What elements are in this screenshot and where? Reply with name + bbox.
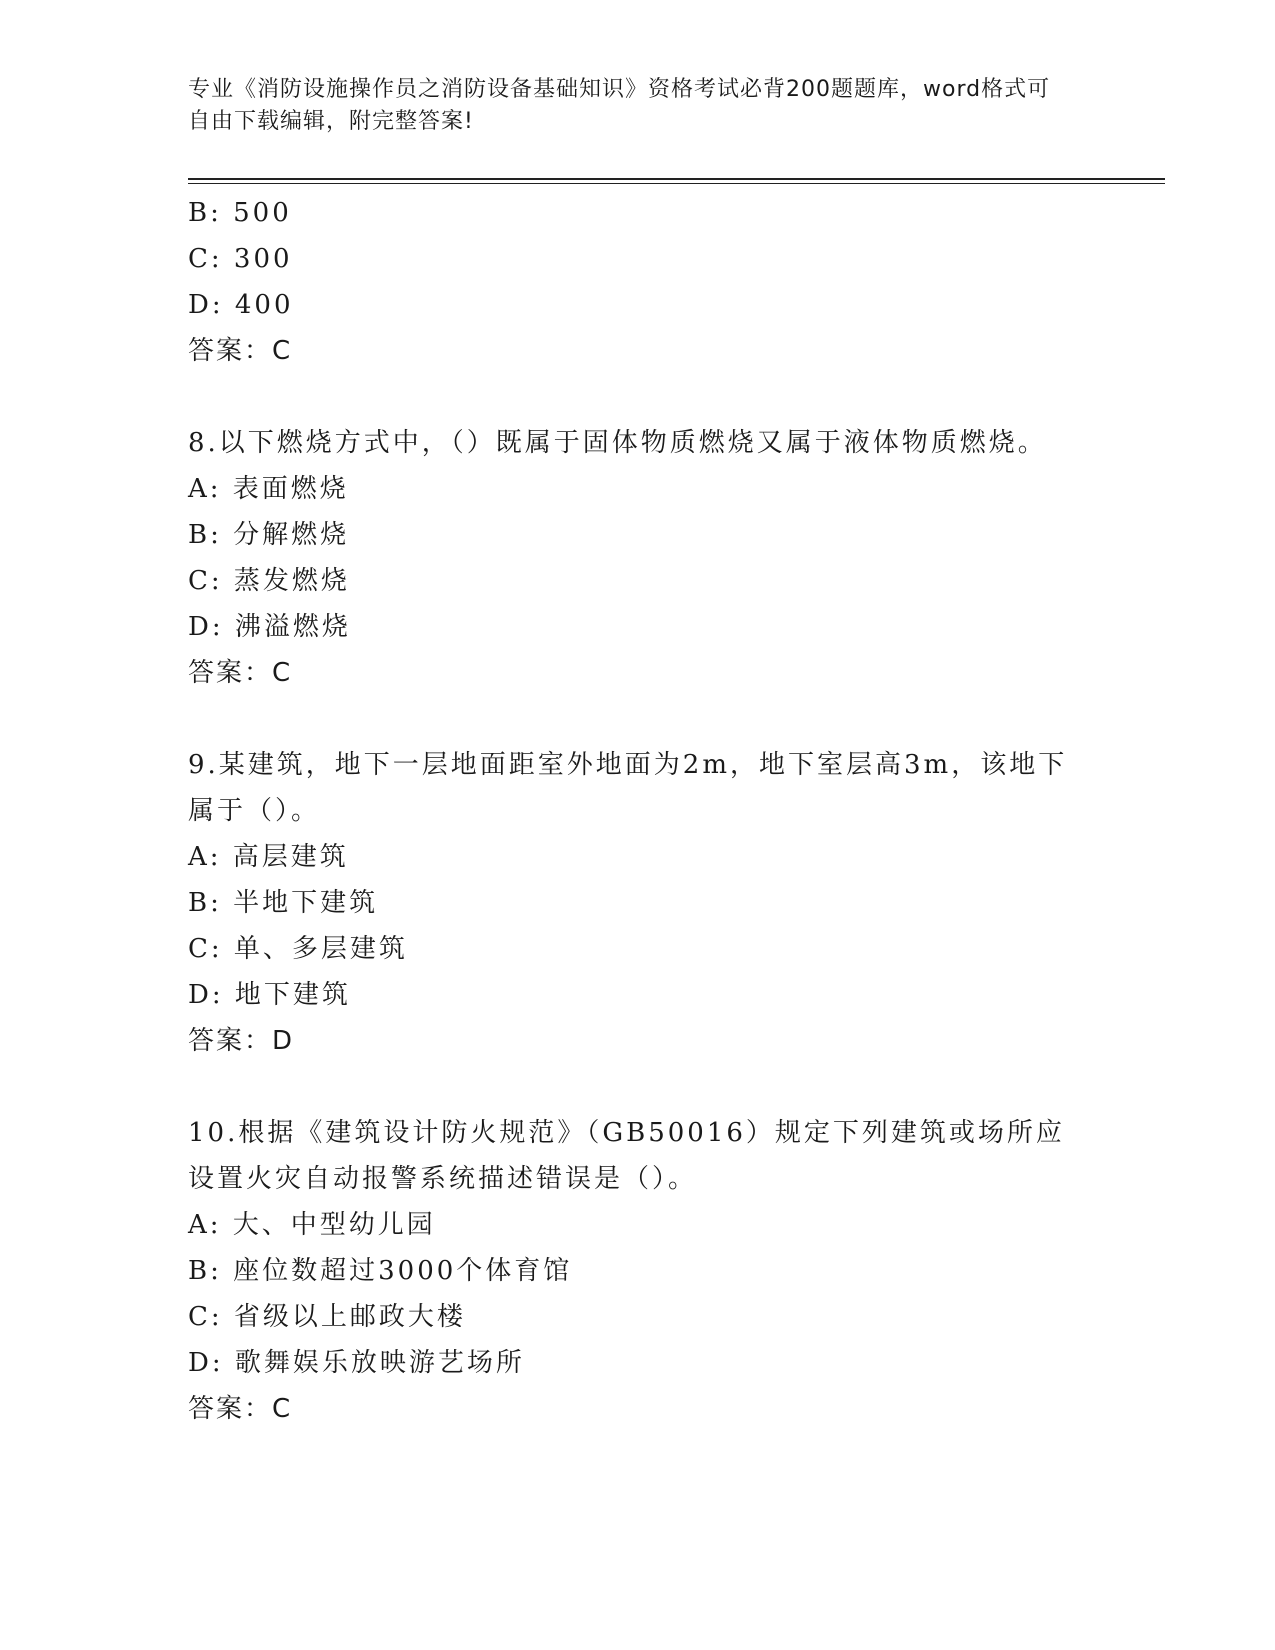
question-text: 8.以下燃烧方式中，（）既属于固体物质燃烧又属于液体物质燃烧。 (188, 428, 1047, 458)
option-d: D: 400 (188, 290, 294, 320)
question-10 (188, 1110, 1088, 1432)
option-b: B: 分解燃烧 (188, 520, 350, 550)
header-divider-thick (188, 178, 1165, 180)
option-c: C: 蒸发燃烧 (188, 566, 350, 596)
header-divider-thin (188, 183, 1165, 184)
option-d: D: 歌舞娱乐放映游艺场所 (188, 1348, 525, 1378)
answer-line: 答案：C (188, 336, 293, 366)
partial-question (188, 190, 1088, 374)
document-header: 专业《消防设施操作员之消防设备基础知识》资格考试必背200题题库，word格式可自由下载编辑，附完整答案! (188, 77, 1051, 134)
question-text: 10.根据《建筑设计防火规范》（GB50016）规定下列建筑或场所应设置火灾自动报警系统描述错误是（）。 (188, 1118, 1065, 1194)
option-b: B: 500 (188, 198, 292, 228)
answer-line: 答案：D (188, 1026, 295, 1056)
option-d: D: 沸溢燃烧 (188, 612, 351, 642)
option-a: A: 大、中型幼儿园 (188, 1210, 436, 1240)
question-list (188, 190, 1088, 1432)
question-8 (188, 420, 1088, 696)
answer-line: 答案：C (188, 658, 293, 688)
question-text: 9.某建筑，地下一层地面距室外地面为2m，地下室层高3m，该地下属于（）。 (188, 750, 1068, 826)
option-a: A: 高层建筑 (188, 842, 349, 872)
option-b: B: 半地下建筑 (188, 888, 379, 918)
option-d: D: 地下建筑 (188, 980, 351, 1010)
option-c: C: 省级以上邮政大楼 (188, 1302, 466, 1332)
answer-line: 答案：C (188, 1394, 293, 1424)
option-c: C: 单、多层建筑 (188, 934, 408, 964)
option-a: A: 表面燃烧 (188, 474, 349, 504)
option-c: C: 300 (188, 244, 293, 274)
option-b: B: 座位数超过3000个体育馆 (188, 1256, 573, 1286)
question-9 (188, 742, 1088, 1064)
